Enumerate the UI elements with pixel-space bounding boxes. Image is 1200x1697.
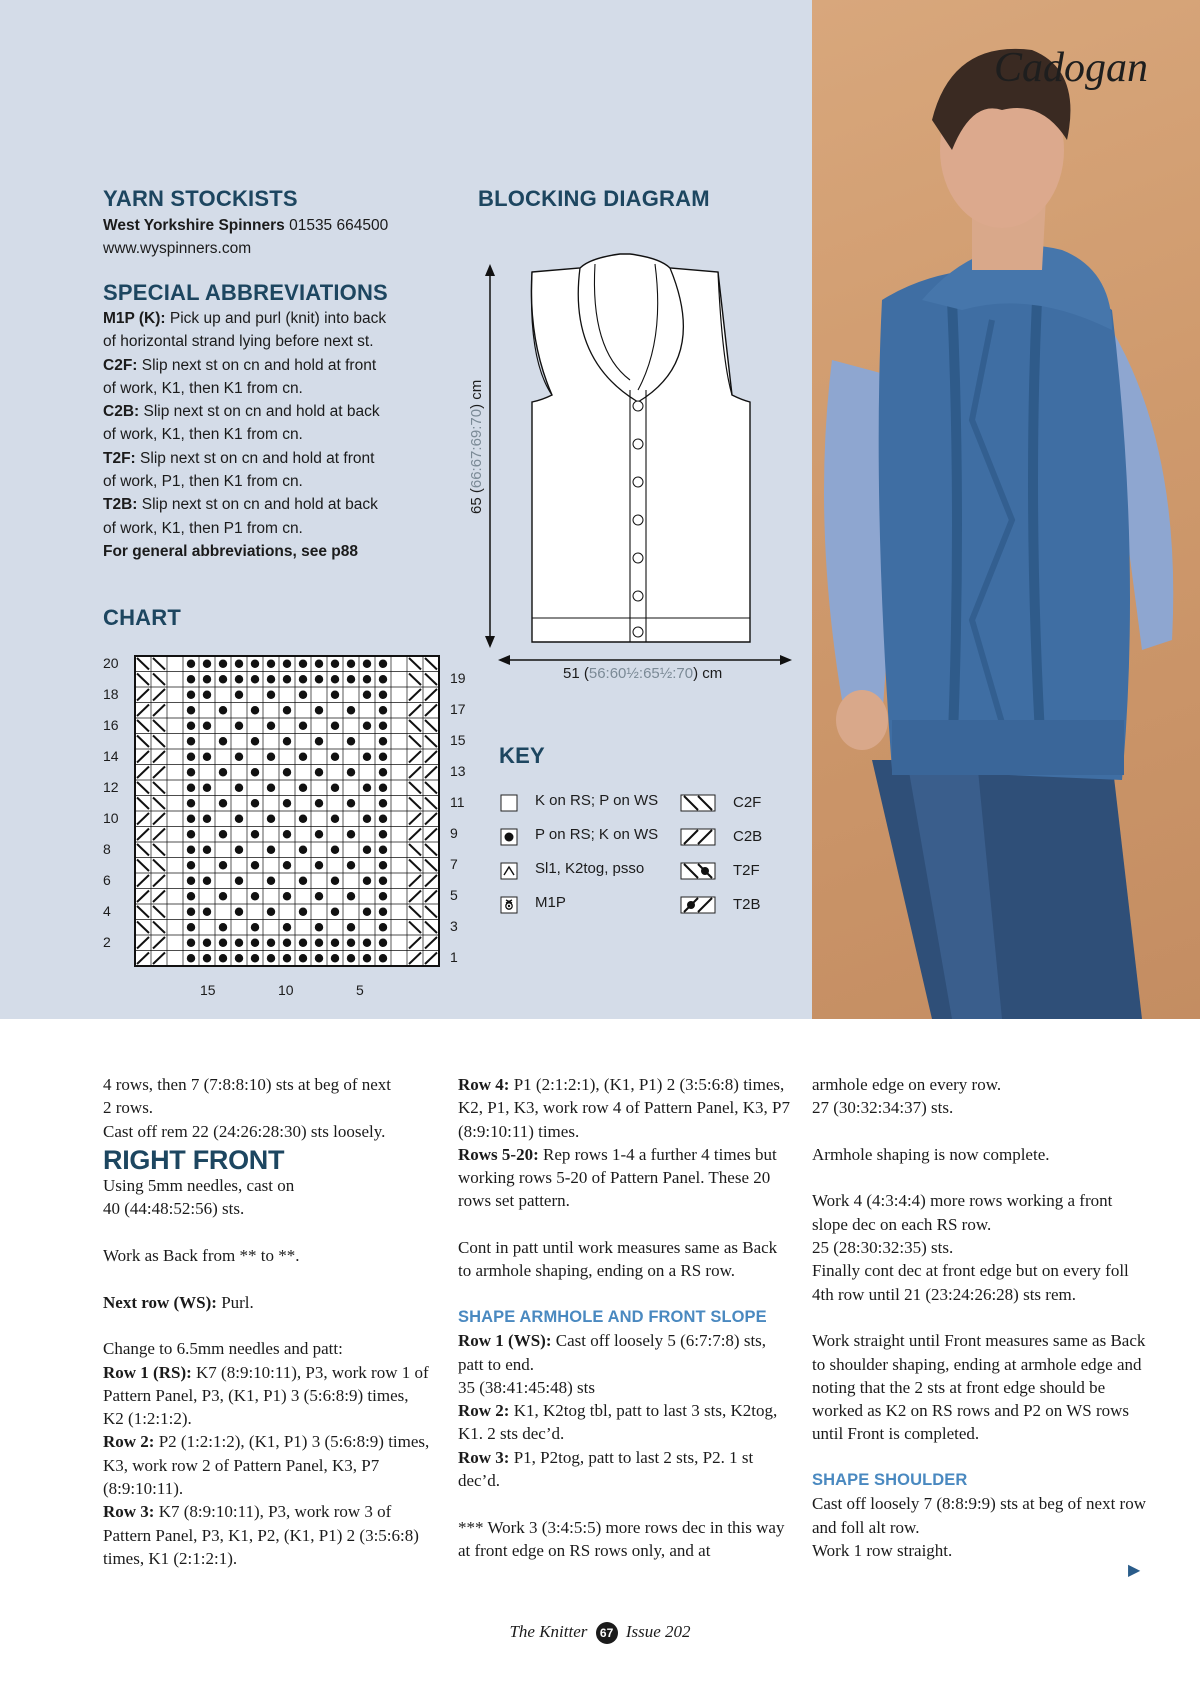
purl-dot — [315, 939, 323, 947]
purl-dot — [283, 660, 291, 668]
purl-dot — [203, 753, 211, 761]
purl-dot — [331, 753, 339, 761]
purl-dot — [267, 954, 275, 962]
abbrev-term: C2F: — [103, 356, 138, 374]
purl-dot — [379, 675, 387, 683]
column-3 — [812, 1073, 1152, 1562]
purl-dot — [267, 877, 275, 885]
purl-dot — [187, 784, 195, 792]
purl-dot — [347, 737, 355, 745]
purl-dot — [363, 691, 371, 699]
purl-dot — [363, 675, 371, 683]
purl-dot — [187, 815, 195, 823]
purl-dot — [379, 660, 387, 668]
purl-dot — [251, 923, 259, 931]
continue-arrow-icon: ▶ — [1128, 1562, 1141, 1579]
text-line: Work as Back from ** to **. — [103, 1246, 300, 1266]
purl-dot — [283, 768, 291, 776]
purl-dot — [379, 784, 387, 792]
text-line: *** Work 3 (3:4:5:5) more rows dec in this way at front edge on RS rows only, and at — [458, 1517, 785, 1560]
chart-row-number: 11 — [450, 794, 465, 810]
c2f-icon — [680, 794, 716, 817]
purl-dot — [347, 923, 355, 931]
purl-dot — [299, 691, 307, 699]
row-instruction: Row 2: P2 (1:2:1:2), (K1, P1) 3 (5:6:8:9) times, K3, work row 2 of Pattern Panel, K3, P7 (8:9:10:11). — [103, 1432, 430, 1499]
right-front-heading: RIGHT FRONT — [103, 1144, 285, 1175]
text-line: armhole edge on every row. — [812, 1075, 1002, 1094]
purl-dot — [235, 815, 243, 823]
purl-dot — [315, 799, 323, 807]
purl-dot — [315, 923, 323, 931]
text-line: 25 (28:30:32:35) sts. — [812, 1238, 954, 1258]
purl-dot — [331, 954, 339, 962]
c2b-icon — [680, 828, 716, 851]
text-line: Armhole shaping is now complete. — [812, 1144, 1050, 1164]
text-line: 27 (30:32:34:37) sts. — [812, 1098, 954, 1118]
text-line: Cont in patt until work measures same as Back to armhole shaping, ending on a RS row. — [458, 1238, 778, 1281]
key-label: Sl1, K2tog, psso — [535, 860, 645, 877]
purl-dot — [187, 691, 195, 699]
purl-dot — [203, 691, 211, 699]
purl-dot — [267, 675, 275, 683]
purl-dot — [379, 861, 387, 869]
blocking-diagram — [460, 240, 800, 680]
purl-dot — [203, 675, 211, 683]
purl-dot — [315, 768, 323, 776]
purl-dot — [299, 753, 307, 761]
purl-dot — [219, 939, 227, 947]
purl-dot — [235, 722, 243, 730]
abbrev-term: C2B: — [103, 403, 140, 421]
purl-dot — [203, 954, 211, 962]
purl-dot — [363, 954, 371, 962]
chart-row-number: 4 — [103, 903, 111, 919]
key-label: C2F — [733, 794, 762, 811]
purl-dot — [187, 861, 195, 869]
purl-dot — [315, 675, 323, 683]
purl-dot — [347, 954, 355, 962]
purl-dot — [299, 846, 307, 854]
purl-dot — [251, 737, 259, 745]
special-abbreviations-heading: SPECIAL ABBREVIATIONS — [103, 280, 388, 305]
purl-dot — [379, 691, 387, 699]
purl-dot — [363, 846, 371, 854]
row-instruction: Row 3: K7 (8:9:10:11), P3, work row 3 of Pattern Panel, P3, K1, P2, (K1, P1) 2 (3:5:6:8) times, K1 (2:1:2:1). — [103, 1502, 419, 1568]
purl-dot — [219, 954, 227, 962]
purl-dot — [283, 892, 291, 900]
purl-dot — [331, 675, 339, 683]
purl-dot — [235, 660, 243, 668]
chart-row-number: 14 — [103, 748, 119, 764]
abbrev-text: Slip next st on cn and hold at back — [141, 496, 378, 514]
chart-row-number: 13 — [450, 763, 466, 779]
purl-dot — [203, 660, 211, 668]
purl-dot — [235, 954, 243, 962]
purl-dot — [219, 861, 227, 869]
purl-dot — [347, 706, 355, 714]
magazine-name: The Knitter — [509, 1622, 588, 1641]
key-label: M1P — [535, 894, 566, 911]
key-legend — [500, 790, 790, 920]
purl-dot — [299, 815, 307, 823]
purl-dot — [187, 768, 195, 776]
purl-dot — [267, 753, 275, 761]
purl-dot — [347, 892, 355, 900]
chart-row-number: 19 — [450, 670, 466, 686]
purl-dot — [187, 954, 195, 962]
purl-dot — [219, 737, 227, 745]
chart-row-number: 5 — [450, 887, 458, 903]
purl-icon — [500, 828, 518, 851]
chart-row-number: 2 — [103, 934, 111, 950]
purl-dot — [331, 908, 339, 916]
abbrev-text: Slip next st on cn and hold at back — [143, 403, 380, 421]
purl-dot — [251, 830, 259, 838]
yarn-stockists-heading: YARN STOCKISTS — [103, 186, 298, 211]
abbrev-item-cont: of work, K1, then K1 from cn. — [103, 426, 303, 444]
purl-dot — [379, 877, 387, 885]
chart-row-number: 17 — [450, 701, 466, 717]
purl-dot — [283, 799, 291, 807]
key-label: P on RS; K on WS — [535, 826, 659, 843]
purl-dot — [251, 660, 259, 668]
shape-armhole-heading: SHAPE ARMHOLE AND FRONT SLOPE — [458, 1307, 767, 1326]
chart-column-number: 5 — [356, 982, 364, 998]
purl-dot — [187, 753, 195, 761]
purl-dot — [235, 877, 243, 885]
purl-dot — [235, 691, 243, 699]
purl-dot — [347, 675, 355, 683]
purl-dot — [203, 784, 211, 792]
purl-dot — [331, 784, 339, 792]
purl-dot — [299, 722, 307, 730]
purl-dot — [299, 877, 307, 885]
purl-dot — [379, 939, 387, 947]
purl-dot — [299, 784, 307, 792]
t2f-icon — [680, 862, 716, 885]
chart-row-number: 1 — [450, 949, 458, 965]
purl-dot — [187, 706, 195, 714]
abbrev-item — [103, 400, 386, 423]
purl-dot — [235, 908, 243, 916]
purl-dot — [203, 722, 211, 730]
purl-dot — [379, 923, 387, 931]
chart-row-number: 6 — [103, 872, 111, 888]
purl-dot — [219, 923, 227, 931]
purl-dot — [219, 830, 227, 838]
key-heading: KEY — [499, 743, 545, 768]
abbrev-item-cont: of work, P1, then K1 from cn. — [103, 473, 303, 491]
purl-dot — [299, 675, 307, 683]
purl-dot — [347, 939, 355, 947]
purl-dot — [251, 675, 259, 683]
purl-dot — [315, 830, 323, 838]
purl-dot — [267, 815, 275, 823]
chart-row-number: 15 — [450, 732, 466, 748]
abbrev-text: Pick up and purl (knit) into back — [169, 310, 387, 327]
purl-dot — [235, 939, 243, 947]
purl-dot — [347, 799, 355, 807]
purl-dot — [283, 675, 291, 683]
purl-dot — [203, 939, 211, 947]
model-illustration — [812, 0, 1200, 1019]
purl-dot — [267, 846, 275, 854]
abbrev-text: Slip next st on cn and hold at front — [141, 356, 377, 374]
purl-dot — [379, 737, 387, 745]
purl-dot — [363, 908, 371, 916]
purl-dot — [315, 954, 323, 962]
issue-number: Issue 202 — [625, 1622, 691, 1641]
purl-dot — [251, 939, 259, 947]
purl-dot — [347, 861, 355, 869]
purl-dot — [363, 753, 371, 761]
purl-dot — [315, 892, 323, 900]
text-line: 40 (44:48:52:56) sts. — [103, 1199, 245, 1219]
supplier-phone: 01535 664500 — [289, 217, 389, 234]
purl-dot — [283, 939, 291, 947]
key-label: T2F — [733, 862, 760, 879]
height-measurement: 65 (66:67:69:70) cm — [468, 379, 485, 514]
text-line: Work straight until Front measures same as Back to shoulder shaping, ending at armhole edge and noting that the 2 sts at front edge should be worked as K2 on RS rows and P2 on WS rows until Front is completed. — [812, 1331, 1146, 1444]
column-1 — [103, 1073, 433, 1570]
text-line: 2 rows. — [103, 1098, 154, 1118]
purl-dot — [187, 877, 195, 885]
purl-dot — [299, 660, 307, 668]
row-instruction: Rows 5-20: Rep rows 1-4 a further 4 times but working rows 5-20 of Pattern Panel. These 20 rows set pattern. — [458, 1144, 777, 1211]
purl-dot — [347, 768, 355, 776]
general-abbreviations-note: For general abbreviations, see p88 — [103, 542, 358, 560]
purl-dot — [251, 954, 259, 962]
text-line: Cast off loosely 7 (8:8:9:9) sts at beg of next row and foll alt row. — [812, 1494, 1146, 1537]
abbrev-term: T2B: — [103, 496, 138, 514]
purl-dot — [331, 939, 339, 947]
purl-dot — [315, 861, 323, 869]
purl-dot — [379, 830, 387, 838]
chart-heading: CHART — [103, 605, 181, 630]
abbrev-term: M1P (K): — [103, 310, 166, 327]
purl-dot — [219, 799, 227, 807]
purl-dot — [203, 846, 211, 854]
purl-dot — [379, 815, 387, 823]
purl-dot — [219, 675, 227, 683]
abbrev-term: T2F: — [103, 449, 136, 467]
purl-dot — [283, 861, 291, 869]
purl-dot — [331, 815, 339, 823]
chart-row-number: 8 — [103, 841, 111, 857]
purl-dot — [283, 954, 291, 962]
text-line: Change to 6.5mm needles and patt: — [103, 1339, 343, 1359]
purl-dot — [203, 815, 211, 823]
abbreviations-list — [103, 307, 386, 563]
m1p-icon — [500, 896, 518, 919]
supplier-web[interactable]: www.wyspinners.com — [103, 240, 252, 257]
purl-dot — [203, 908, 211, 916]
purl-dot — [379, 846, 387, 854]
text-line: 4 rows, then 7 (7:8:8:10) sts at beg of next — [103, 1075, 392, 1094]
abbrev-text: Slip next st on cn and hold at front — [140, 449, 375, 467]
purl-dot — [187, 830, 195, 838]
next-row-instruction: Next row (WS): Purl. — [103, 1292, 254, 1312]
purl-dot — [283, 830, 291, 838]
purl-dot — [219, 892, 227, 900]
chart-row-number: 7 — [450, 856, 458, 872]
knit-icon — [500, 794, 518, 817]
purl-dot — [379, 908, 387, 916]
purl-dot — [347, 660, 355, 668]
purl-dot — [235, 675, 243, 683]
purl-dot — [315, 706, 323, 714]
purl-dot — [187, 675, 195, 683]
purl-dot — [379, 954, 387, 962]
purl-dot — [331, 691, 339, 699]
purl-dot — [379, 753, 387, 761]
purl-dot — [187, 939, 195, 947]
purl-dot — [219, 768, 227, 776]
purl-dot — [283, 737, 291, 745]
purl-dot — [379, 722, 387, 730]
purl-dot — [267, 722, 275, 730]
purl-dot — [283, 706, 291, 714]
purl-dot — [363, 939, 371, 947]
chart-row-number: 10 — [103, 810, 119, 826]
width-measurement: 51 (56:60½:65½:70) cm — [563, 665, 723, 682]
purl-dot — [219, 706, 227, 714]
row-instruction: Row 2: K1, K2tog tbl, patt to last 3 sts, K2tog, K1. 2 sts dec’d. — [458, 1401, 778, 1444]
text-line: Using 5mm needles, cast on — [103, 1176, 295, 1196]
purl-dot — [187, 737, 195, 745]
purl-dot — [251, 892, 259, 900]
chart-row-number: 16 — [103, 717, 119, 733]
purl-dot — [283, 923, 291, 931]
abbrev-item — [103, 447, 386, 470]
purl-dot — [315, 660, 323, 668]
purl-dot — [331, 877, 339, 885]
text-line: Work 4 (4:3:4:4) more rows working a front slope dec on each RS row. — [812, 1191, 1113, 1234]
purl-dot — [363, 877, 371, 885]
purl-dot — [251, 799, 259, 807]
purl-dot — [187, 660, 195, 668]
purl-dot — [379, 892, 387, 900]
text-line: Work 1 row straight. — [812, 1540, 953, 1560]
purl-dot — [187, 923, 195, 931]
purl-dot — [187, 722, 195, 730]
page-number: 67 — [596, 1622, 618, 1644]
purl-dot — [251, 706, 259, 714]
purl-dot — [315, 737, 323, 745]
page-footer — [0, 1622, 1200, 1644]
abbrev-item-cont: of work, K1, then K1 from cn. — [103, 379, 303, 397]
chart-row-number: 12 — [103, 779, 119, 795]
purl-dot — [219, 660, 227, 668]
chart-column-number: 10 — [278, 982, 294, 998]
chart-bottom-numbers — [134, 982, 440, 1002]
text-line: Cast off rem 22 (24:26:28:30) sts loosely. — [103, 1121, 386, 1141]
purl-dot — [235, 753, 243, 761]
key-label: T2B — [733, 896, 761, 913]
chart-row-number: 9 — [450, 825, 458, 841]
chart-row-number: 18 — [103, 686, 119, 702]
stitch-count: 35 (38:41:45:48) sts — [458, 1377, 595, 1397]
abbrev-item-cont: of work, K1, then P1 from cn. — [103, 519, 303, 537]
purl-dot — [267, 784, 275, 792]
purl-dot — [251, 861, 259, 869]
purl-dot — [235, 784, 243, 792]
chart-column-number: 15 — [200, 982, 216, 998]
supplier-name: West Yorkshire Spinners — [103, 217, 285, 234]
purl-dot — [379, 799, 387, 807]
yarn-supplier — [103, 214, 388, 260]
purl-dot — [299, 954, 307, 962]
purl-dot — [331, 722, 339, 730]
purl-dot — [347, 830, 355, 838]
purl-dot — [379, 768, 387, 776]
purl-dot — [363, 784, 371, 792]
purl-dot — [187, 799, 195, 807]
abbrev-item — [103, 493, 386, 516]
purl-dot — [363, 660, 371, 668]
purl-dot — [331, 660, 339, 668]
purl-dot — [363, 815, 371, 823]
chart-row-number: 3 — [450, 918, 458, 934]
purl-dot — [187, 892, 195, 900]
stitch-chart — [134, 655, 440, 973]
model-photo — [812, 0, 1200, 1019]
blocking-diagram-heading: BLOCKING DIAGRAM — [478, 186, 710, 211]
row-instruction: Row 4: P1 (2:1:2:1), (K1, P1) 2 (3:5:6:8) times, K2, P1, K3, work row 4 of Pattern Panel, K3, P7 (8:9:10:11) times. — [458, 1075, 790, 1141]
row-instruction: Row 3: P1, P2tog, patt to last 2 sts, P2. 1 st dec’d. — [458, 1447, 754, 1491]
row-instruction: Row 1 (RS): K7 (8:9:10:11), P3, work row 1 of Pattern Panel, P3, (K1, P1) 3 (5:6:8:9) times, K2 (1:2:1:2). — [103, 1362, 429, 1429]
pattern-title: Cadogan — [993, 45, 1148, 91]
abbrev-item-cont: of horizontal strand lying before next st. — [103, 333, 374, 351]
abbrev-item — [103, 354, 386, 377]
purl-dot — [187, 908, 195, 916]
abbrev-item — [103, 307, 386, 330]
chart-row-number: 20 — [103, 655, 119, 671]
purl-dot — [267, 691, 275, 699]
t2b-icon — [680, 896, 716, 919]
key-label: C2B — [733, 828, 763, 845]
purl-dot — [267, 908, 275, 916]
purl-dot — [299, 908, 307, 916]
purl-dot — [235, 846, 243, 854]
purl-dot — [267, 660, 275, 668]
text-line: Finally cont dec at front edge but on every foll 4th row until 21 (23:24:26:28) sts rem. — [812, 1261, 1129, 1304]
purl-dot — [363, 722, 371, 730]
purl-dot — [267, 939, 275, 947]
purl-dot — [251, 768, 259, 776]
shape-shoulder-heading: SHAPE SHOULDER — [812, 1471, 968, 1490]
purl-dot — [331, 846, 339, 854]
purl-dot — [299, 939, 307, 947]
purl-dot — [379, 706, 387, 714]
row-instruction: Row 1 (WS): Cast off loosely 5 (6:7:7:8) sts, patt to end. — [458, 1331, 767, 1374]
key-label: K on RS; P on WS — [535, 792, 659, 809]
purl-dot — [203, 877, 211, 885]
column-2 — [458, 1073, 792, 1562]
decrease-icon — [500, 862, 518, 885]
purl-dot — [187, 846, 195, 854]
